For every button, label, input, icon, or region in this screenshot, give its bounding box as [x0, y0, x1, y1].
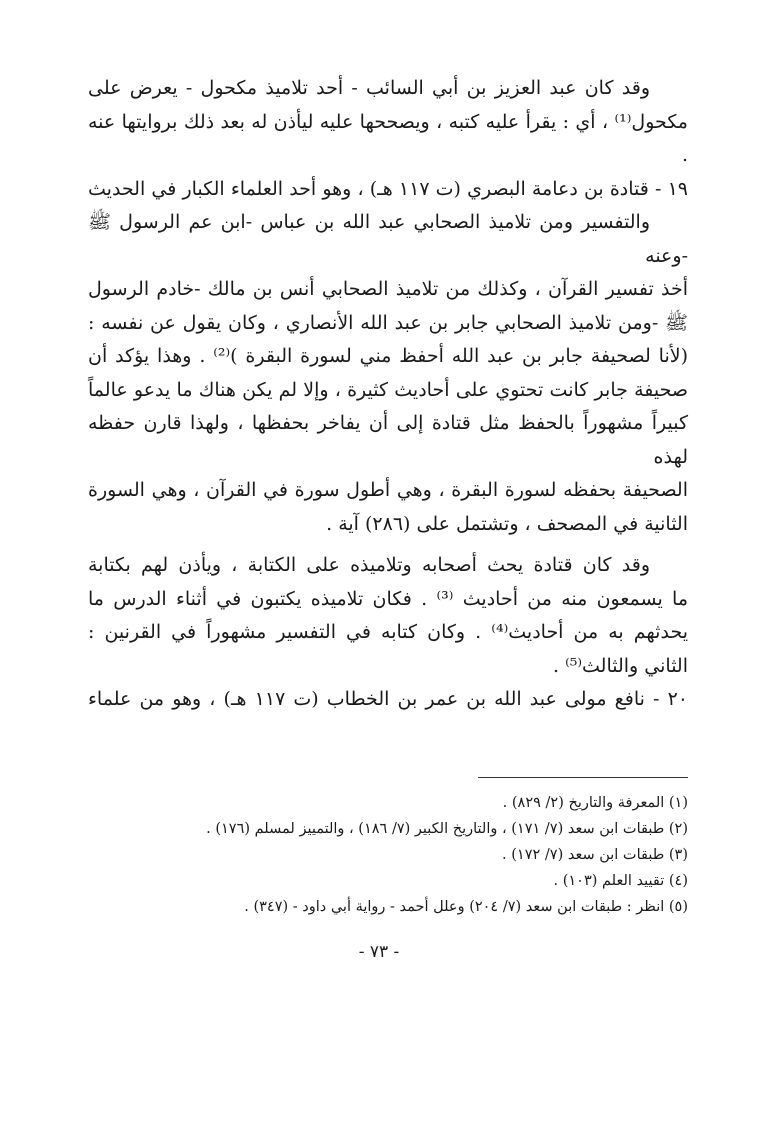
- text-line: ٢٠ - نافع مولى عبد الله بن عمر بن الخطاب (ت ١١٧ هـ) ، وهو من علماء: [88, 688, 688, 710]
- text-line: صحيفة جابر كانت تحتوي على أحاديث كثيرة ، وإلا لم يكن هناك ما يدعو عالماً: [88, 378, 688, 401]
- text-line: وقد كان قتادة يحث أصحابه وتلاميذه على الكتابة ، ويأذن لهم بكتابة: [88, 554, 650, 576]
- text-line: (لأنا لصحيفة جابر بن عبد الله أحفظ مني لسورة البقرة )⁽²⁾ . وهذا يؤكد أن: [88, 345, 688, 367]
- footnote: (٢) طبقات ابن سعد (٧/ ١٧١) ، والتاريخ الكبير (٧/ ١٨٦) ، والتمييز لمسلم (١٧٦) .: [206, 821, 688, 837]
- text-line: كبيراً مشهوراً بالحفظ مثل قتادة إلى أن يفاخر بحفظها ، ولهذا قارن حفظه لهذه: [88, 412, 688, 468]
- footnotes: [88, 790, 688, 920]
- book-page: [88, 72, 688, 1072]
- text-line: الثانية في المصحف ، وتشتمل على (٢٨٦) آية .: [326, 512, 688, 535]
- text-line: وقد كان عبد العزيز بن أبي السائب - أحد تلاميذ مكحول - يعرض على: [88, 77, 650, 99]
- footnote: (٥) انظر : طبقات ابن سعد (٧/ ٢٠٤) وعلل أحمد - رواية أبي داود - (٣٤٧) .: [244, 899, 688, 915]
- text-line: ﷺ -ومن تلاميذ الصحابي جابر بن عبد الله الأنصاري ، وكان يقول عن نفسه :: [88, 311, 688, 334]
- text-line: والتفسير ومن تلاميذ الصحابي عبد الله بن عباس -ابن عم الرسول ﷺ -وعنه: [88, 211, 688, 267]
- text-line: الثاني والثالث⁽⁵⁾ .: [552, 654, 688, 677]
- text-line: يحدثهم به من أحاديث⁽⁴⁾ . وكان كتابه في التفسير مشهوراً في القرنين :: [88, 621, 688, 643]
- footnote: (٣) طبقات ابن سعد (٧/ ١٧٢) .: [502, 847, 688, 863]
- footnote-divider: [478, 777, 688, 778]
- text-line: ما يسمعون منه من أحاديث ⁽³⁾ . فكان تلاميذه يكتبون في أثناء الدرس ما: [88, 587, 689, 610]
- text-line: ١٩ - قتادة بن دعامة البصري (ت ١١٧ هـ) ، وهو أحد العلماء الكبار في الحديث: [88, 177, 688, 200]
- page-number: - ٧٣ -: [358, 942, 400, 962]
- main-text: [88, 72, 688, 717]
- text-line: مكحول⁽¹⁾ ، أي : يقرأ عليه كتبه ، ويصححها عليه ليأذن له بعد ذلك بروايتها عنه .: [88, 110, 688, 166]
- text-line: الصحيفة بحفظه لسورة البقرة ، وهي أطول سورة في القرآن ، وهي السورة: [88, 479, 688, 501]
- text-line: أخذ تفسير القرآن ، وكذلك من تلاميذ الصحابي أنس بن مالك -خادم الرسول: [88, 278, 688, 300]
- footnote: (١) المعرفة والتاريخ (٢/ ٨٢٩) .: [502, 795, 688, 811]
- footnote: (٤) تقييد العلم (١٠٣) .: [553, 873, 688, 889]
